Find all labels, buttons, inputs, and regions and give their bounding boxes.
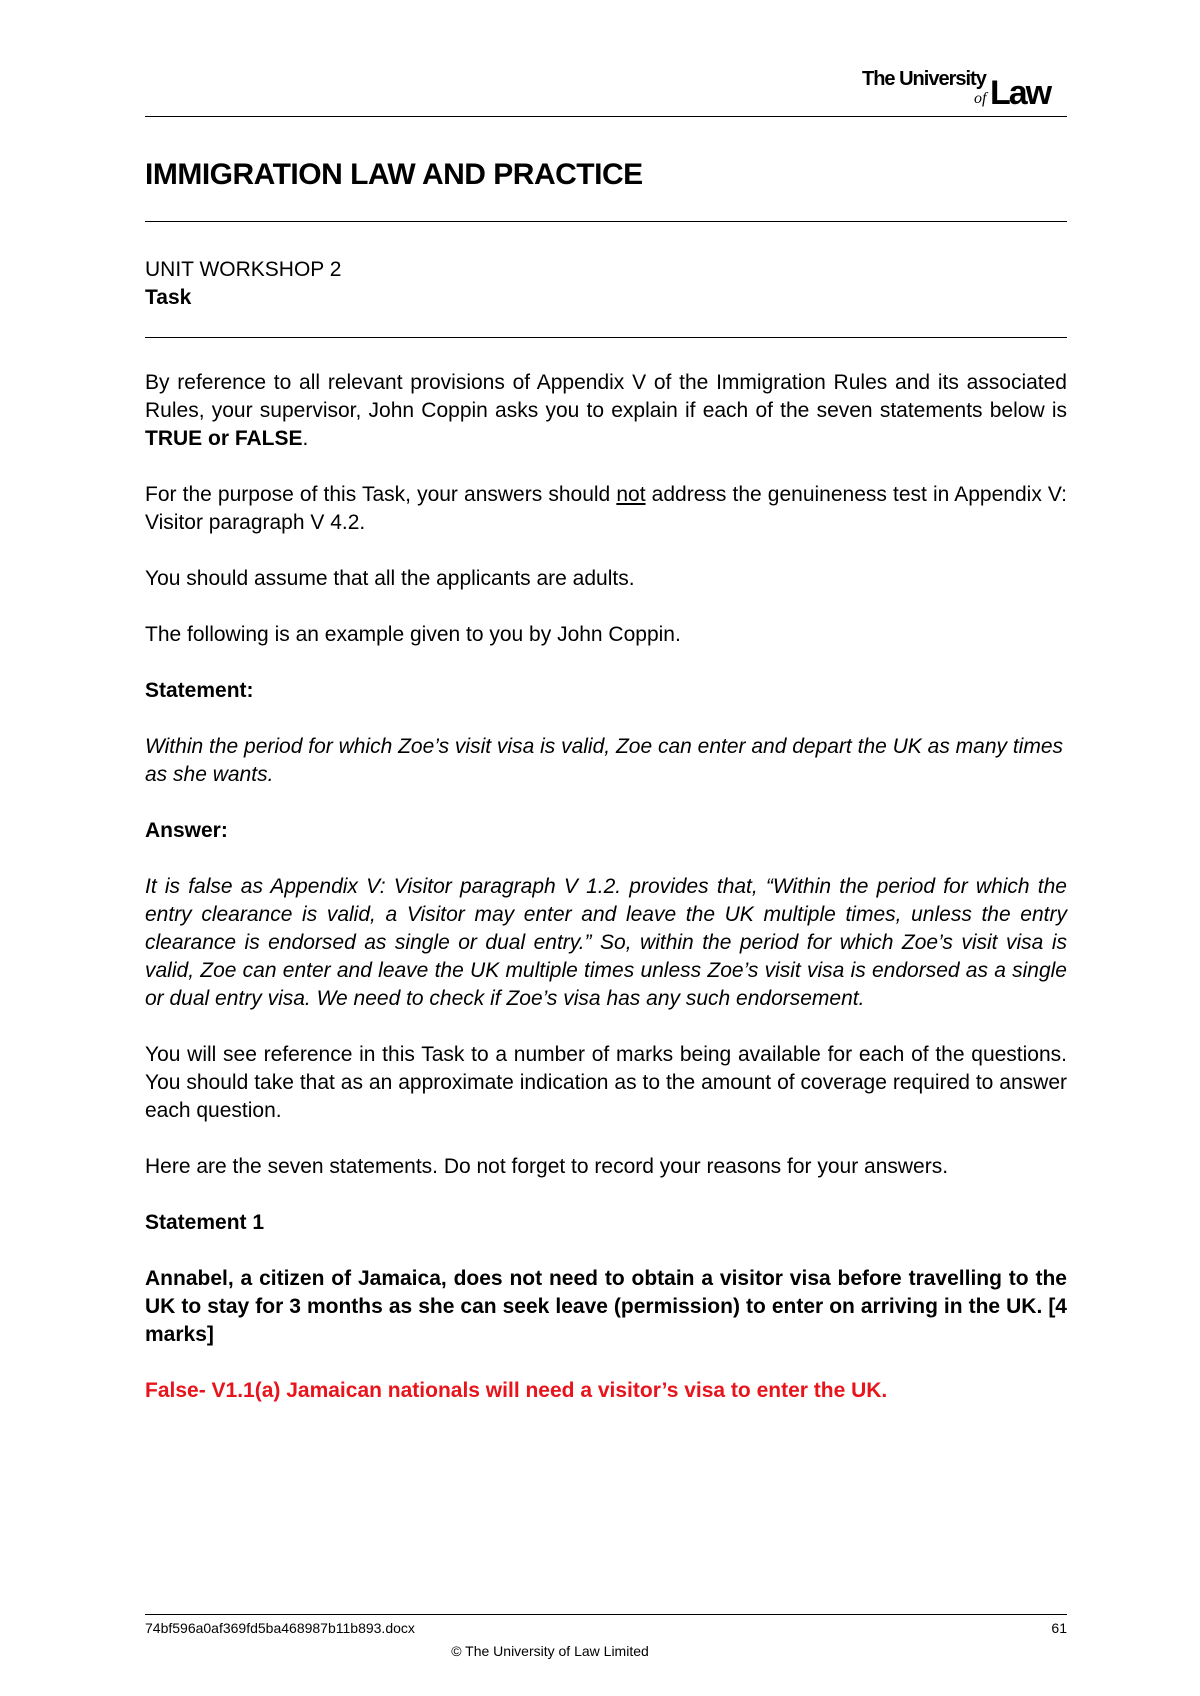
- footer-copyright: © The University of Law Limited: [451, 1643, 649, 1659]
- logo-law: Law: [990, 74, 1051, 112]
- not-underlined: not: [616, 483, 646, 506]
- seven-statements-paragraph: Here are the seven statements. Do not forget to record your reasons for your answers.: [145, 1155, 949, 1178]
- logo-of: of: [974, 90, 987, 107]
- statement-1-answer: False- V1.1(a) Jamaican nationals will need a visitor’s visa to enter the UK.: [145, 1379, 888, 1402]
- document-title: IMMIGRATION LAW AND PRACTICE: [145, 158, 643, 191]
- true-or-false-emphasis: TRUE or FALSE: [145, 427, 303, 450]
- answer-label: Answer:: [145, 819, 228, 842]
- footer-filename: 74bf596a0af369fd5ba468987b11b893.docx: [145, 1620, 415, 1636]
- unit-rule: [145, 337, 1067, 338]
- logo-line-the-university: The University: [862, 68, 986, 90]
- purpose-paragraph: For the purpose of this Task, your answers should not address the genuineness test in Appendix V: Visitor paragraph V 4.2.: [145, 483, 1067, 534]
- task-label: Task: [145, 286, 192, 309]
- footer-rule: [145, 1614, 1067, 1615]
- statement-1-text: Annabel, a citizen of Jamaica, does not need to obtain a visitor visa before travelling to the UK to stay for 3 months as she can seek leave (permission) to enter on arriving in the UK. [4 marks]: [145, 1267, 1067, 1346]
- example-answer: It is false as Appendix V: Visitor paragraph V 1.2. provides that, “Within the period for which the entry clearance is valid, a Visitor may enter and leave the UK multiple times, unless the entry clearance is endorsed as single or dual entry.” So, within the period for which Zoe’s visit visa is valid, Zoe can enter and leave the UK multiple times unless Zoe’s visit visa is endorsed as a single or dual entry visa. We need to check if Zoe’s visa has any such endorsement.: [145, 875, 1067, 1010]
- marks-note-paragraph: You will see reference in this Task to a number of marks being available for each of the questions. You should take that as an approximate indication as to the amount of coverage required to answer each question.: [145, 1043, 1067, 1122]
- footer-page-number: 61: [1051, 1620, 1067, 1636]
- title-rule: [145, 221, 1067, 222]
- statement-1-label: Statement 1: [145, 1211, 265, 1234]
- example-intro-paragraph: The following is an example given to you by John Coppin.: [145, 623, 681, 646]
- header-rule: [145, 116, 1067, 117]
- example-statement: Within the period for which Zoe’s visit visa is valid, Zoe can enter and depart the UK as many times as she wants.: [145, 735, 1064, 786]
- statement-label: Statement:: [145, 679, 254, 702]
- intro-paragraph: By reference to all relevant provisions of Appendix V of the Immigration Rules and its associated Rules, your supervisor, John Coppin asks you to explain if each of the seven statements below is TRUE or FALSE.: [145, 371, 1067, 450]
- document-body: [145, 369, 1067, 1433]
- unit-heading: [145, 256, 341, 312]
- university-of-law-logo: [862, 66, 1072, 112]
- assume-paragraph: You should assume that all the applicants are adults.: [145, 567, 635, 590]
- unit-label: UNIT WORKSHOP 2: [145, 258, 342, 281]
